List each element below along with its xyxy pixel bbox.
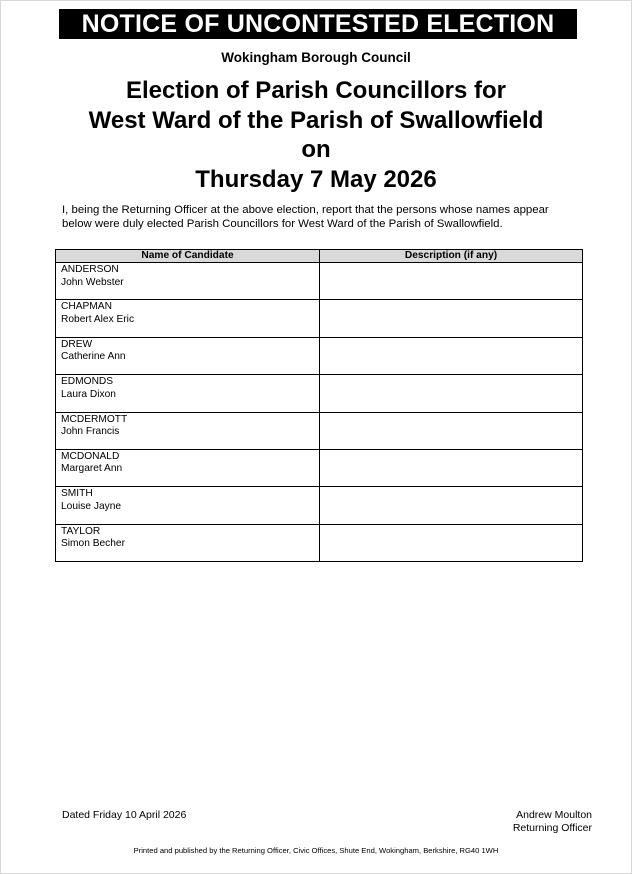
candidate-forenames: Simon Becher (61, 538, 125, 550)
candidate-name-cell (56, 449, 320, 486)
candidate-forenames: John Francis (61, 426, 120, 438)
candidates-table (55, 249, 583, 562)
candidate-name-cell (56, 300, 320, 337)
council-name: Wokingham Borough Council (221, 50, 411, 65)
headline-line: Thursday 7 May 2026 (195, 165, 437, 193)
candidate-surname: TAYLOR (61, 525, 101, 537)
candidate-description-cell (320, 412, 583, 449)
candidate-description-cell (320, 337, 583, 374)
table-row (56, 449, 583, 486)
notice-banner: NOTICE OF UNCONTESTED ELECTION (59, 9, 577, 39)
candidate-description-cell (320, 375, 583, 412)
table-row (56, 487, 583, 524)
candidate-name-cell (56, 263, 320, 300)
candidate-name-cell (56, 375, 320, 412)
candidate-surname: CHAPMAN (61, 301, 112, 313)
candidate-forenames: Laura Dixon (61, 388, 116, 400)
candidate-name-cell (56, 337, 320, 374)
candidate-surname: DREW (61, 338, 93, 350)
table-row (56, 337, 583, 374)
candidate-description-cell (320, 449, 583, 486)
column-header-name: Name of Candidate (56, 250, 320, 263)
candidate-description-cell (320, 524, 583, 561)
candidate-name-cell (56, 524, 320, 561)
dated-line: Dated Friday 10 April 2026 (62, 809, 187, 821)
table-header-row (56, 250, 583, 263)
candidate-name-cell (56, 412, 320, 449)
headline-line: West Ward of the Parish of Swallowfield (88, 106, 544, 134)
candidate-surname: ANDERSON (61, 264, 119, 275)
candidate-forenames: Robert Alex Eric (61, 313, 135, 325)
candidate-surname: SMITH (61, 488, 93, 500)
officer-name: Andrew Moulton (516, 809, 592, 821)
candidate-surname: MCDERMOTT (61, 413, 128, 425)
headline-line: on (301, 136, 331, 163)
headline-line: Election of Parish Councillors for (125, 77, 507, 104)
table-row (56, 375, 583, 412)
intro-paragraph: I, being the Returning Officer at the above election, report that the persons whose names appear below were duly elected Parish Councillors for West Ward of the Parish of Swallowfield. (62, 204, 549, 230)
candidate-forenames: Margaret Ann (61, 463, 123, 475)
candidate-forenames: Catherine Ann (61, 351, 126, 363)
table-row (56, 263, 583, 300)
candidate-surname: EDMONDS (61, 376, 114, 388)
candidate-description-cell (320, 300, 583, 337)
election-headline (0, 76, 632, 194)
returning-officer-signature (513, 809, 592, 835)
candidate-description-cell (320, 263, 583, 300)
candidate-surname: MCDONALD (61, 450, 120, 462)
imprint-line: Printed and published by the Returning Officer, Civic Offices, Shute End, Wokingham, Berkshire, RG40 1WH (133, 846, 499, 855)
candidate-description-cell (320, 487, 583, 524)
table-row (56, 524, 583, 561)
table-row (56, 300, 583, 337)
officer-title: Returning Officer (512, 822, 592, 834)
table-row (56, 412, 583, 449)
column-header-description: Description (if any) (320, 250, 583, 263)
candidate-forenames: John Webster (61, 276, 124, 288)
candidate-forenames: Louise Jayne (61, 500, 122, 512)
candidate-name-cell (56, 487, 320, 524)
